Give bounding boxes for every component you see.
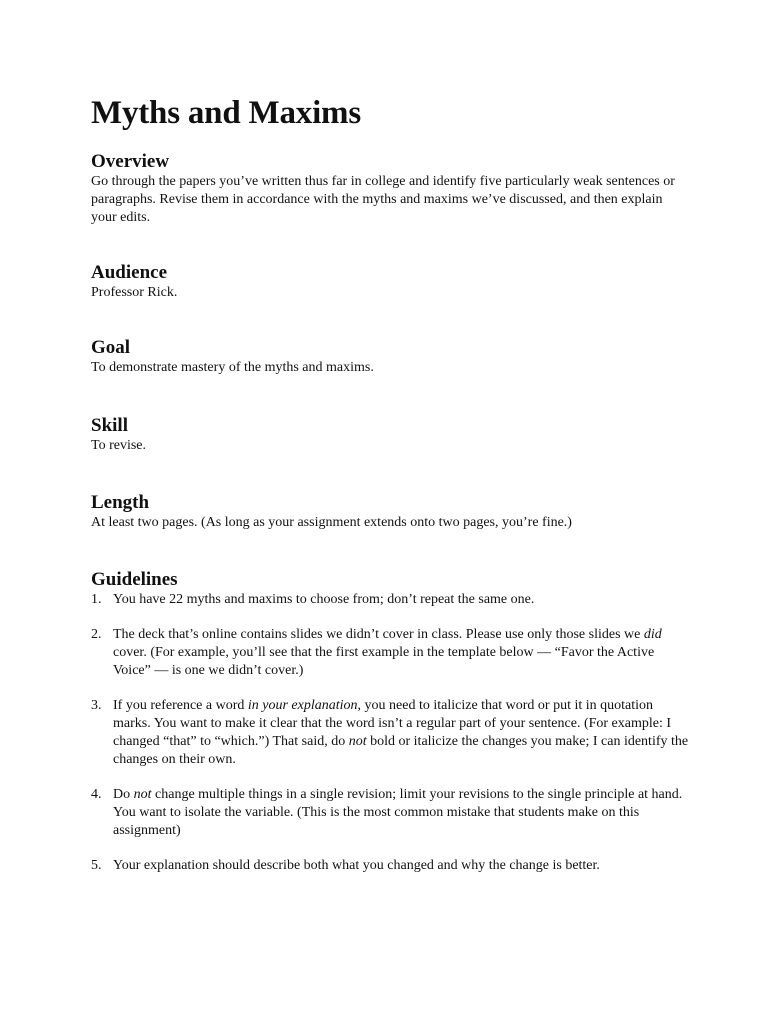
section-body-overview: Go through the papers you’ve written thus far in college and identify five particularly weak sentences or paragraphs. Revise them in accordance with the myths and maxims we’ve discussed, and then explain your edits.	[91, 174, 675, 225]
section-body-goal: To demonstrate mastery of the myths and maxims.	[91, 360, 374, 375]
section-length	[91, 492, 691, 532]
section-heading-guidelines: Guidelines	[91, 569, 178, 590]
section-heading-goal: Goal	[91, 337, 131, 358]
section-guidelines	[91, 569, 691, 875]
section-body-audience: Professor Rick.	[91, 285, 178, 300]
section-overview	[91, 151, 691, 227]
guideline-emphasis: in your explanation	[247, 698, 358, 713]
section-heading-skill: Skill	[91, 415, 128, 436]
guideline-text-run: , you need to italicize that word or put it in quotation marks. You want to make it clear that the word isn’t a regular part of your sentence. (For example: I changed “that” to “which.”) That said, do	[113, 698, 672, 749]
section-skill	[91, 415, 691, 455]
guideline-emphasis: not	[348, 734, 367, 749]
guideline-item	[91, 626, 691, 680]
document-title: Myths and Maxims	[91, 95, 361, 131]
section-body-skill: To revise.	[91, 438, 147, 453]
guideline-text	[113, 627, 662, 678]
guideline-text	[113, 858, 600, 873]
section-goal	[91, 337, 691, 377]
guideline-text	[113, 592, 534, 607]
guideline-number: 4.	[91, 787, 102, 802]
guideline-number: 2.	[91, 627, 102, 642]
document-page	[91, 94, 691, 892]
guideline-text-run: Do	[113, 787, 134, 802]
guideline-text-run: change multiple things in a single revision; limit your revisions to the single principle at hand. You want to isolate the variable. (This is the most common mistake that students make on this assignment)	[113, 787, 683, 838]
section-audience	[91, 262, 691, 302]
guideline-item	[91, 857, 691, 875]
guideline-text-run: If you reference a word	[113, 698, 248, 713]
guidelines-list	[91, 591, 691, 875]
section-body-length: At least two pages. (As long as your assignment extends onto two pages, you’re fine.)	[91, 515, 572, 530]
section-heading-length: Length	[91, 492, 150, 513]
guideline-text-run: The deck that’s online contains slides we didn’t cover in class. Please use only those slides we	[113, 627, 644, 642]
section-heading-audience: Audience	[91, 262, 167, 283]
guideline-item	[91, 697, 691, 769]
guideline-text	[113, 698, 688, 767]
section-heading-overview: Overview	[91, 151, 170, 172]
guideline-emphasis: did	[643, 627, 662, 642]
guideline-item	[91, 591, 691, 609]
guideline-text-run: Your explanation should describe both what you changed and why the change is better.	[113, 858, 600, 873]
guideline-text-run: You have 22 myths and maxims to choose from; don’t repeat the same one.	[113, 592, 535, 607]
guideline-item	[91, 786, 691, 840]
guideline-number: 5.	[91, 858, 102, 873]
guideline-number: 1.	[91, 592, 102, 607]
guideline-number: 3.	[91, 698, 102, 713]
guideline-text-run: bold or italicize the changes you make; I can identify the changes on their own.	[113, 734, 689, 767]
guideline-text	[113, 787, 682, 838]
guideline-emphasis: not	[133, 787, 152, 802]
guideline-text-run: cover. (For example, you’ll see that the first example in the template below — “Favor the Active Voice” — is one we didn’t cover.)	[113, 645, 655, 678]
